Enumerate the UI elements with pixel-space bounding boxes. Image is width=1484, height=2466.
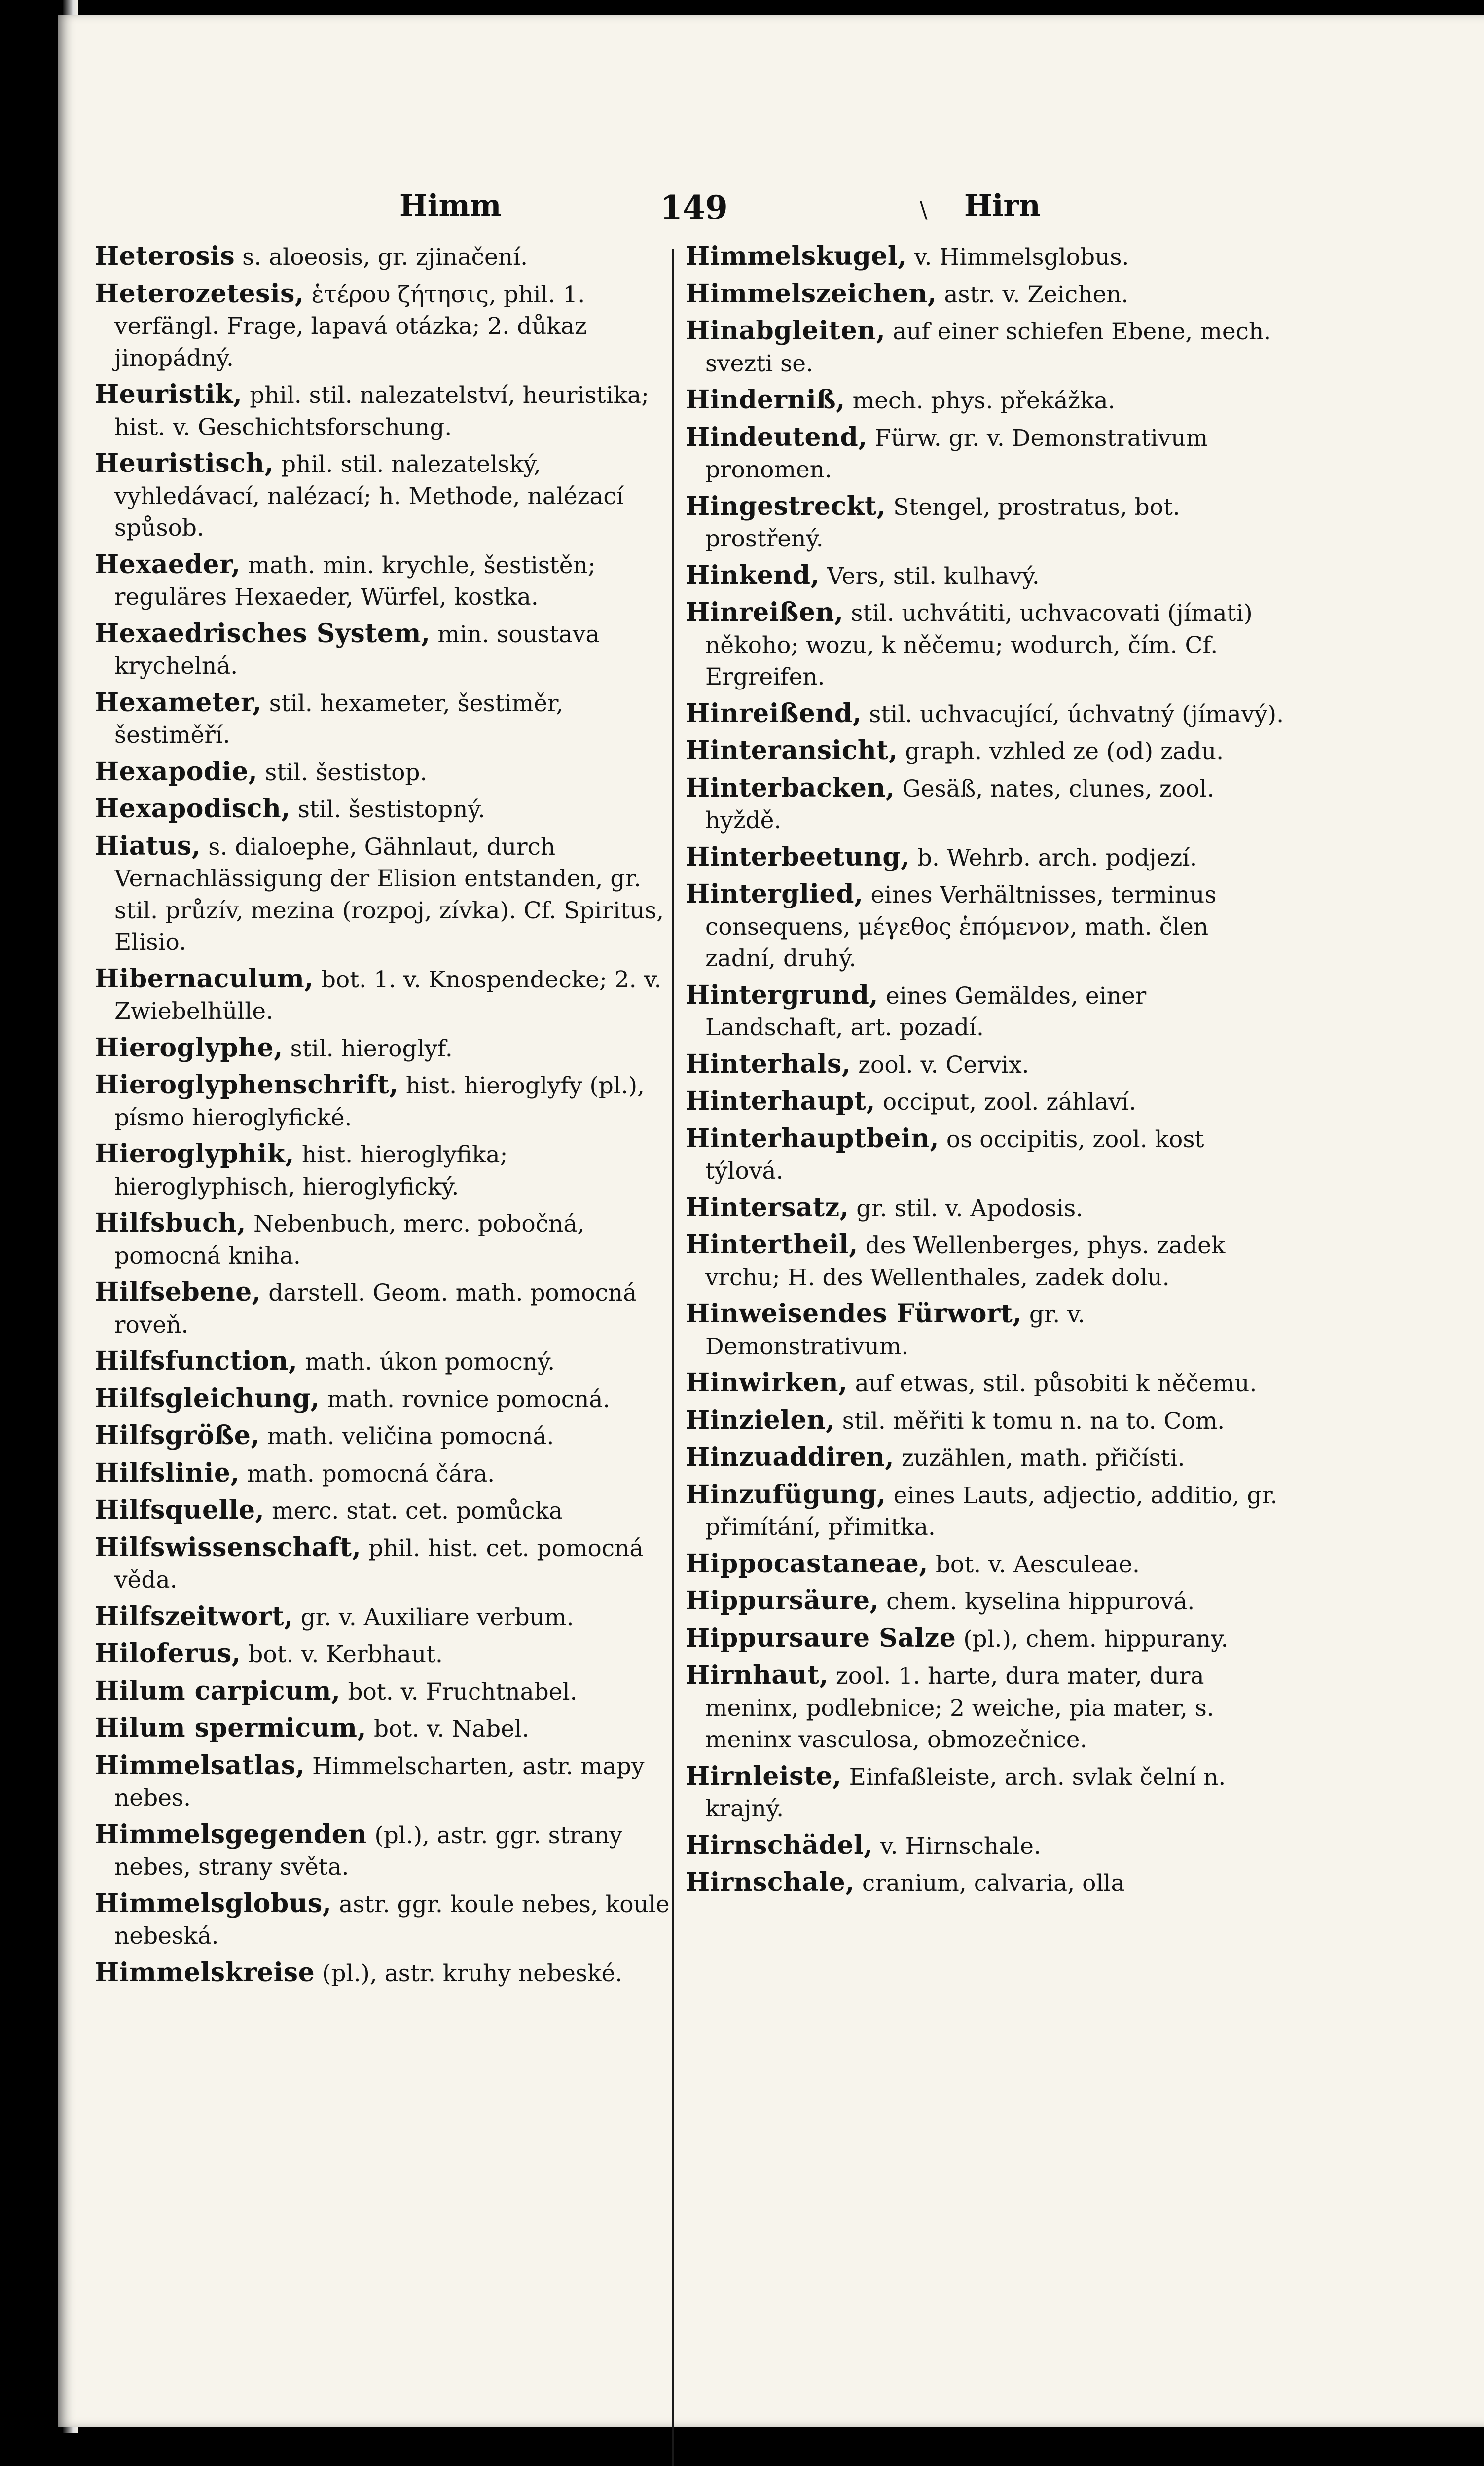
entry-headword: Heterosis	[95, 241, 235, 271]
entry-headword: Hinreißen,	[686, 597, 844, 627]
dictionary-entry	[95, 1532, 679, 1596]
stray-mark: \	[920, 196, 928, 223]
entry-headword: Hippursaure Salze	[686, 1623, 956, 1653]
entry-definition: bot. v. Fruchtnabel.	[340, 1678, 578, 1705]
entry-definition: stil. hieroglyf.	[283, 1035, 453, 1062]
entry-headword: Hilfslinie,	[95, 1457, 240, 1488]
entry-headword: Hirnschale,	[686, 1867, 855, 1897]
dictionary-entry	[686, 1123, 1285, 1188]
dictionary-entry	[95, 1457, 679, 1490]
dictionary-entry	[686, 315, 1285, 380]
dictionary-entry	[95, 618, 679, 683]
dictionary-entry	[95, 1207, 679, 1272]
dictionary-entry	[686, 1660, 1285, 1756]
entry-definition: Fürw. gr. v. Demonstrativum pronomen.	[705, 424, 1208, 483]
dictionary-entry	[686, 597, 1285, 693]
dictionary-entry	[686, 384, 1285, 417]
entry-definition: Himmelscharten, astr. mapy nebes.	[114, 1752, 645, 1812]
entry-definition: mech. phys. překážka.	[845, 387, 1116, 414]
dictionary-entry	[95, 278, 679, 375]
right-column	[686, 241, 1285, 1904]
entry-headword: Hinterhals,	[686, 1049, 851, 1079]
dictionary-entry	[95, 241, 679, 274]
entry-headword: Hilum spermicum,	[95, 1713, 367, 1743]
entry-headword: Hirnleiste,	[686, 1761, 842, 1791]
entry-definition: math. veličina pomocná.	[259, 1423, 554, 1450]
entry-headword: Hiatus,	[95, 831, 201, 861]
entry-definition: graph. vzhled ze (od) zadu.	[898, 738, 1224, 765]
dictionary-entry	[686, 1830, 1285, 1863]
entry-definition: os occipitis, zool. kost týlová.	[705, 1125, 1204, 1185]
dictionary-entry	[95, 831, 679, 959]
entry-definition: (pl.), chem. hippurany.	[956, 1625, 1229, 1653]
dictionary-entry	[95, 793, 679, 826]
dictionary-entry	[686, 878, 1285, 975]
entry-headword: Hinreißend,	[686, 698, 862, 728]
dictionary-entry	[686, 1867, 1285, 1900]
running-head-left: Himm	[399, 188, 502, 223]
entry-definition: hist. hieroglyfy (pl.), písmo hieroglyfické.	[114, 1072, 645, 1131]
entry-definition: (pl.), astr. kruhy nebeské.	[315, 1959, 623, 1987]
entry-headword: Hilfsbuch,	[95, 1208, 247, 1238]
entry-definition: stil. hexameter, šestiměr, šestiměří.	[114, 689, 564, 749]
entry-definition: bot. 1. v. Knospendecke; 2. v. Zwiebelhülle.	[114, 966, 662, 1025]
entry-definition: v. Hirnschale.	[872, 1832, 1041, 1860]
dictionary-entry	[95, 1819, 679, 1884]
entry-headword: Hieroglyphenschrift,	[95, 1070, 398, 1100]
entry-headword: Heterozetesis,	[95, 278, 304, 309]
entry-definition: darstell. Geom. math. pomocná roveň.	[114, 1279, 637, 1339]
entry-headword: Hinterhauptbein,	[686, 1123, 939, 1154]
dictionary-entry	[95, 1276, 679, 1341]
dictionary-entry	[95, 549, 679, 614]
dictionary-entry	[686, 241, 1285, 274]
entry-definition: des Wellenberges, phys. zadek vrchu; H. des Wellenthales, zadek dolu.	[705, 1232, 1226, 1291]
entry-definition: astr. ggr. koule nebes, koule nebeská.	[114, 1890, 670, 1950]
entry-headword: Hexameter,	[95, 687, 262, 718]
entry-headword: Hilfsgröße,	[95, 1420, 260, 1451]
dictionary-entry	[95, 1601, 679, 1634]
entry-headword: Hexaeder,	[95, 549, 241, 580]
entry-definition: Gesäß, nates, clunes, zool. hyždě.	[705, 775, 1215, 834]
entry-definition: auf einer schiefen Ebene, mech. svezti se.	[705, 318, 1271, 377]
dictionary-entry	[95, 1750, 679, 1814]
dictionary-entry	[686, 560, 1285, 593]
entry-definition: bot. v. Nabel.	[366, 1715, 530, 1742]
entry-headword: Hinterbeetung,	[686, 841, 910, 872]
dictionary-entry	[95, 1383, 679, 1416]
entry-headword: Hinterhaupt,	[686, 1086, 875, 1116]
entry-definition: s. dialoephe, Gähnlaut, durch Vernachlässigung der Elision entstanden, gr. stil. průzív, mezina (rozpoj, zívka). Cf. Spiritus, Elisio.	[114, 833, 664, 956]
entry-headword: Hippocastaneae,	[686, 1548, 928, 1579]
entry-headword: Hintertheil,	[686, 1230, 858, 1260]
entry-definition: math. min. krychle, šestistěn; reguläres Hexaeder, Würfel, kostka.	[114, 551, 596, 611]
dictionary-entry	[686, 1623, 1285, 1656]
entry-headword: Himmelszeichen,	[686, 278, 937, 309]
entry-definition: zool. v. Cervix.	[851, 1051, 1029, 1079]
dictionary-entry	[686, 1298, 1285, 1363]
entry-headword: Hinteransicht,	[686, 735, 898, 765]
entry-definition: Einfaßleiste, arch. svlak čelní n. krajný.	[705, 1763, 1226, 1822]
dictionary-entry	[95, 1888, 679, 1953]
entry-headword: Hingestreckt,	[686, 491, 886, 521]
entry-headword: Hinzielen,	[686, 1405, 835, 1435]
dictionary-entry	[95, 1138, 679, 1203]
entry-definition: astr. v. Zeichen.	[937, 281, 1129, 308]
entry-headword: Hilfswissenschaft,	[95, 1532, 362, 1562]
dictionary-entry	[686, 1367, 1285, 1400]
entry-headword: Hilfsgleichung,	[95, 1383, 320, 1414]
dictionary-entry	[95, 1494, 679, 1527]
entry-headword: Hinkend,	[686, 560, 820, 590]
entry-definition: occiput, zool. záhlaví.	[875, 1088, 1136, 1116]
dictionary-entry	[95, 963, 679, 1028]
dictionary-entry	[686, 1442, 1285, 1475]
entry-headword: Hindeutend,	[686, 422, 868, 452]
entry-definition: gr. stil. v. Apodosis.	[849, 1195, 1084, 1222]
dictionary-entry	[686, 1405, 1285, 1438]
dictionary-entry	[686, 1585, 1285, 1618]
entry-definition: phil. hist. cet. pomocná věda.	[114, 1534, 644, 1594]
entry-headword: Hirnhaut,	[686, 1660, 829, 1690]
entry-definition: stil. uchvátiti, uchvacovati (jímati) někoho; wozu, k něčemu; wodurch, čím. Cf. Ergreifen.	[705, 600, 1253, 690]
entry-definition: eines Lauts, adjectio, additio, gr. přimítání, přimitka.	[705, 1482, 1278, 1541]
entry-headword: Hintergrund,	[686, 979, 879, 1010]
dictionary-entry	[686, 772, 1285, 837]
entry-headword: Himmelsatlas,	[95, 1750, 305, 1780]
dictionary-entry	[686, 1049, 1285, 1082]
dictionary-entry	[686, 698, 1285, 731]
entry-definition: Vers, stil. kulhavý.	[820, 562, 1040, 590]
entry-headword: Hinterglied,	[686, 879, 864, 909]
entry-definition: bot. v. Aesculeae.	[928, 1551, 1140, 1578]
entry-definition: Nebenbuch, merc. pobočná, pomocná kniha.	[114, 1210, 585, 1269]
dictionary-entry	[686, 841, 1285, 874]
entry-definition: zuzählen, math. přičísti.	[894, 1445, 1185, 1472]
dictionary-entry	[95, 1675, 679, 1708]
entry-definition: v. Himmelsglobus.	[906, 244, 1129, 271]
entry-definition: stil. měřiti k tomu n. na to. Com.	[834, 1407, 1225, 1435]
entry-headword: Hirnschädel,	[686, 1830, 873, 1860]
dictionary-entry	[95, 1032, 679, 1065]
dictionary-entry	[686, 278, 1285, 311]
entry-definition: auf etwas, stil. působiti k něčemu.	[847, 1370, 1257, 1397]
entry-headword: Hinterbacken,	[686, 772, 895, 803]
dictionary-entry	[686, 491, 1285, 555]
entry-definition: gr. v. Auxiliare verbum.	[293, 1603, 574, 1631]
dictionary-entry	[95, 1957, 679, 1990]
entry-headword: Hinzuaddiren,	[686, 1442, 895, 1472]
entry-headword: Hexapodisch,	[95, 794, 290, 824]
running-head-right: Hirn	[964, 188, 1041, 223]
entry-headword: Hexaedrisches System,	[95, 618, 431, 649]
page-number: 149	[660, 188, 728, 227]
entry-definition: chem. kyselina hippurová.	[879, 1588, 1195, 1615]
entry-definition: eines Gemäldes, einer Landschaft, art. pozadí.	[705, 982, 1147, 1041]
entry-headword: Himmelskugel,	[686, 241, 907, 271]
entry-headword: Hiloferus,	[95, 1638, 241, 1668]
entry-definition: min. soustava krychelná.	[114, 620, 600, 680]
entry-headword: Hilfsebene,	[95, 1277, 261, 1307]
dictionary-entry	[95, 687, 679, 752]
dictionary-entry	[686, 1761, 1285, 1825]
entry-headword: Hilfsquelle,	[95, 1495, 265, 1525]
entry-headword: Hinzufügung,	[686, 1479, 886, 1510]
entry-headword: Himmelskreise	[95, 1957, 315, 1988]
entry-definition: math. pomocná čára.	[240, 1460, 495, 1487]
dictionary-entry	[686, 735, 1285, 768]
entry-headword: Himmelsgegenden	[95, 1819, 367, 1850]
entry-definition: stil. uchvacující, úchvatný (jímavý).	[862, 700, 1284, 728]
dictionary-entry	[686, 1479, 1285, 1544]
entry-headword: Hinwirken,	[686, 1368, 848, 1398]
entry-headword: Hintersatz,	[686, 1192, 849, 1223]
entry-headword: Heuristisch,	[95, 448, 274, 478]
dictionary-entry	[686, 1192, 1285, 1225]
entry-definition: phil. stil. nalezatelství, heuristika; hist. v. Geschichtsforschung.	[114, 382, 649, 441]
entry-definition: eines Verhältnisses, terminus consequens, μέγεθος ἑπόμενον, math. člen zadní, druhý.	[705, 881, 1217, 972]
dictionary-entry	[686, 1548, 1285, 1581]
entry-headword: Hinabgleiten,	[686, 316, 886, 346]
dictionary-entry	[95, 448, 679, 544]
entry-definition: Stengel, prostratus, bot. prostřený.	[705, 493, 1180, 552]
entry-definition: s. aloeosis, gr. zjinačení.	[235, 244, 528, 271]
entry-definition: bot. v. Kerbhaut.	[241, 1641, 443, 1668]
entry-definition: stil. šestistopný.	[290, 796, 485, 823]
dictionary-entry	[95, 1638, 679, 1671]
entry-headword: Hinweisendes Fürwort,	[686, 1299, 1022, 1329]
dictionary-entry	[95, 1712, 679, 1745]
dictionary-entry	[95, 756, 679, 789]
entry-definition: gr. v. Demonstrativum.	[705, 1301, 1086, 1360]
dictionary-entry	[95, 1069, 679, 1134]
entry-headword: Hilfsfunction,	[95, 1346, 298, 1376]
entry-definition: hist. hieroglyfika; hieroglyphisch, hieroglyfický.	[114, 1141, 508, 1200]
left-column	[95, 241, 679, 1994]
entry-headword: Hilum carpicum,	[95, 1675, 341, 1706]
entry-definition: cranium, calvaria, olla	[854, 1870, 1125, 1897]
dictionary-entry	[686, 1086, 1285, 1119]
dictionary-entry	[95, 1345, 679, 1378]
dictionary-entry	[95, 1420, 679, 1453]
entry-definition: math. úkon pomocný.	[297, 1348, 555, 1376]
entry-headword: Hinderniß,	[686, 385, 845, 415]
entry-definition: b. Wehrb. arch. podjezí.	[909, 844, 1197, 871]
entry-headword: Himmelsglobus,	[95, 1888, 332, 1919]
dictionary-entry	[95, 379, 679, 443]
entry-headword: Heuristik,	[95, 379, 243, 409]
entry-headword: Hieroglyphe,	[95, 1032, 283, 1063]
entry-definition: stil. šestistop.	[257, 759, 428, 786]
entry-headword: Hippursäure,	[686, 1586, 879, 1616]
entry-definition: math. rovnice pomocná.	[320, 1385, 611, 1413]
dictionary-entry	[686, 422, 1285, 486]
dictionary-entry	[686, 1229, 1285, 1294]
entry-headword: Hilfszeitwort,	[95, 1601, 293, 1632]
entry-definition: merc. stat. cet. pomůcka	[264, 1497, 563, 1524]
entry-definition: phil. stil. nalezatelský, vyhledávací, nalézací; h. Methode, nalézací spůsob.	[114, 451, 624, 542]
entry-headword: Hexapodie,	[95, 756, 258, 787]
entry-definition: zool. 1. harte, dura mater, dura meninx, podlebnice; 2 weiche, pia mater, s. meninx vasculosa, obmozečnice.	[705, 1663, 1214, 1753]
entry-headword: Hieroglyphik,	[95, 1139, 294, 1169]
entry-headword: Hibernaculum,	[95, 963, 314, 994]
entry-definition: (pl.), astr. ggr. strany nebes, strany světa.	[114, 1821, 622, 1881]
entry-definition: ἑτέρου ζήτησις, phil. 1. verfängl. Frage, lapavá otázka; 2. důkaz jinopádný.	[114, 281, 587, 372]
dictionary-entry	[686, 979, 1285, 1044]
